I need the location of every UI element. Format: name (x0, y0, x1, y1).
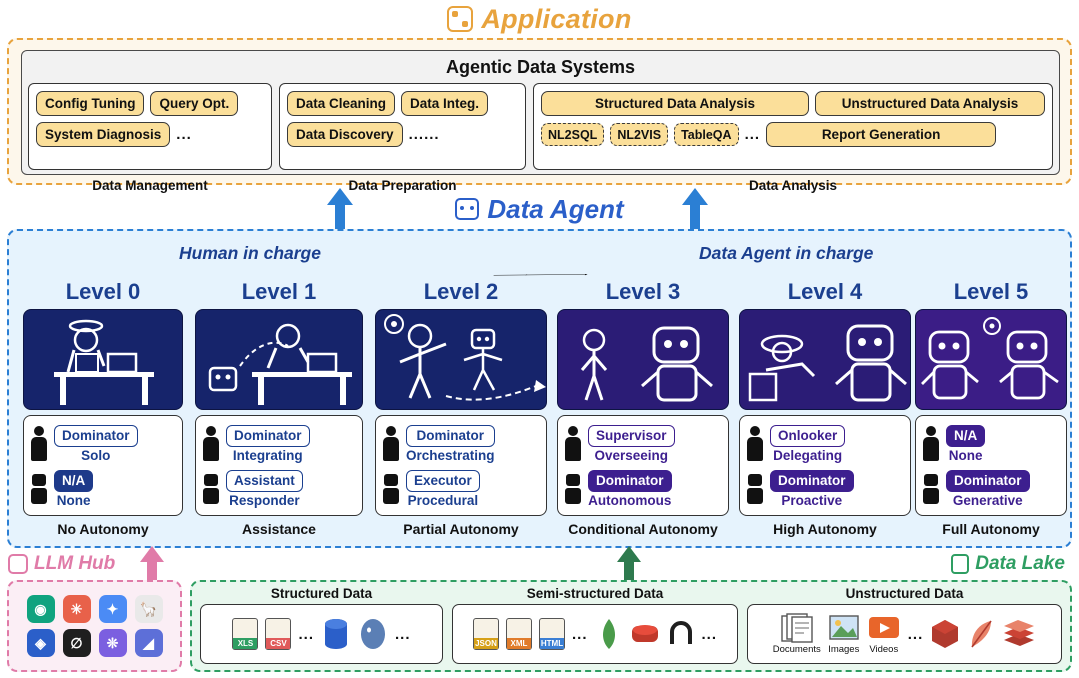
role-sub-human: Orchestrating (406, 447, 495, 463)
documents-item (773, 613, 821, 655)
role-row-agent (921, 466, 1061, 511)
file-xml (506, 618, 532, 650)
agentic-data-systems-box (21, 50, 1060, 193)
role-row-human (563, 421, 723, 466)
role-sub-agent: Procedural (407, 492, 479, 508)
pill-data-integ[interactable]: Data Integ. (401, 91, 488, 116)
role-badge-human: Dominator (406, 425, 495, 447)
lake-column-structured (200, 586, 443, 664)
file-xls (232, 618, 258, 650)
redis-icon (630, 618, 660, 650)
bot-icon (201, 470, 221, 508)
pill-row (541, 122, 1045, 147)
ellipsis: ... (907, 625, 924, 643)
role-sub-human: Integrating (232, 447, 303, 463)
autonomy-label-3: Conditional Autonomy (568, 521, 718, 537)
data-lake-title: Data Lake (975, 553, 1065, 574)
ellipsis: ...... (408, 126, 440, 143)
role-badge-agent: Dominator (588, 470, 672, 492)
level-heading-4: Level 4 (787, 279, 863, 304)
data-lake-columns (200, 586, 1062, 664)
label-agent-in-charge: Data Agent in charge (699, 243, 874, 263)
pill-row (36, 122, 264, 147)
role-badge-human: Dominator (226, 425, 310, 447)
llm-hub-panel (7, 580, 182, 672)
role-badge-human: Supervisor (588, 425, 675, 447)
videos-item (867, 613, 901, 655)
bot-icon (381, 470, 401, 508)
column-label-data-management: Data Management (92, 178, 208, 193)
pill-system-diagnosis[interactable]: System Diagnosis (36, 122, 170, 147)
pill-structured-data-analysis[interactable]: Structured Data Analysis (541, 91, 809, 116)
level-heading-3: Level 3 (605, 279, 681, 304)
file-json (473, 618, 499, 650)
pill-row (541, 91, 1045, 116)
human-icon (563, 425, 583, 463)
lake-column-unstructured (747, 586, 1062, 664)
role-badge-human: N/A (946, 425, 985, 447)
data-lake-panel (190, 580, 1072, 672)
human-icon (201, 425, 221, 463)
role-badge-agent: Dominator (946, 470, 1030, 492)
human-icon (381, 425, 401, 463)
level-roles-2 (375, 415, 547, 516)
data-lake-title-row (951, 553, 1065, 575)
level-roles-1 (195, 415, 363, 516)
role-sub-human: Delegating (773, 447, 843, 463)
pill-row (287, 91, 518, 116)
caption-videos: Videos (869, 644, 899, 655)
level-roles-5 (915, 415, 1067, 516)
role-sub-agent: None (56, 492, 91, 508)
autonomy-label-0: No Autonomy (57, 521, 149, 537)
caption-images: Images (828, 644, 860, 655)
role-row-agent (201, 466, 357, 511)
file-tag-xls: XLS (233, 638, 257, 649)
bot-icon (29, 470, 49, 508)
human-icon (921, 425, 941, 463)
bot-icon (921, 470, 941, 508)
ellipsis: ... (176, 126, 192, 143)
postgres-icon (358, 617, 388, 651)
role-row-human (381, 421, 541, 466)
role-badge-human: Onlooker (770, 425, 845, 447)
lake-label-structured: Structured Data (270, 586, 373, 601)
level-illustration-1 (195, 309, 363, 410)
application-column-data-management (28, 83, 272, 193)
file-csv (265, 618, 291, 650)
role-row-human (29, 421, 177, 466)
llm-chip-llama[interactable]: 🦙 (135, 595, 163, 623)
data-lake-icon (951, 554, 969, 574)
role-sub-human: Solo (81, 447, 111, 463)
llm-chip-openai[interactable]: ◉ (27, 595, 55, 623)
ellipsis: ... (701, 625, 718, 643)
mongodb-icon (595, 618, 623, 650)
llm-chip-qwen[interactable]: ◢ (135, 629, 163, 657)
level-illustration-4 (739, 309, 911, 410)
books-icon (1002, 618, 1036, 650)
ellipsis: ... (571, 625, 588, 643)
pill-row (287, 122, 518, 147)
llm-hub-icon (8, 554, 28, 574)
application-columns (28, 83, 1053, 193)
file-tag-json: JSON (475, 639, 497, 648)
ellipsis: ... (298, 625, 314, 643)
autonomy-label-2: Partial Autonomy (403, 521, 519, 537)
database-icon (321, 617, 351, 651)
ellipsis: ... (395, 625, 411, 643)
pill-nl2vis[interactable]: NL2VIS (610, 123, 668, 146)
cube-icon (930, 618, 960, 650)
application-panel (7, 38, 1072, 193)
autonomy-label-1: Assistance (242, 521, 316, 537)
llm-chip-deepseek[interactable]: ◈ (27, 629, 55, 657)
role-sub-human: Overseeing (594, 447, 669, 463)
robot-icon (455, 198, 479, 220)
llm-chip-claude[interactable]: ✳ (63, 595, 91, 623)
level-roles-0 (23, 415, 183, 516)
level-roles-4 (739, 415, 911, 516)
llm-chip-grok[interactable]: ∅ (63, 629, 91, 657)
application-column-data-analysis (533, 83, 1053, 193)
lake-label-semistructured: Semi-structured Data (526, 586, 664, 601)
role-row-agent (381, 466, 541, 511)
role-sub-agent: Responder (229, 492, 300, 508)
autonomy-label-4: High Autonomy (773, 521, 877, 537)
application-title-row (0, 0, 1079, 38)
role-sub-agent: Autonomous (588, 492, 672, 508)
level-illustration-5 (915, 309, 1067, 410)
autonomy-label-5: Full Autonomy (942, 521, 1040, 537)
column-label-data-analysis: Data Analysis (748, 178, 838, 193)
role-badge-agent: Assistant (226, 470, 303, 492)
level-heading-2: Level 2 (423, 279, 499, 304)
file-tag-xml: XML (507, 638, 531, 649)
ellipsis: ... (744, 126, 761, 143)
role-row-human (745, 421, 905, 466)
label-human-in-charge: Human in charge (179, 243, 321, 263)
llm-hub-title-row (8, 553, 115, 575)
image-icon (828, 613, 860, 643)
data-agent-title-row (0, 191, 1079, 227)
human-icon (29, 425, 49, 463)
autonomy-axis (23, 274, 1058, 276)
level-heading-0: Level 0 (65, 279, 141, 304)
level-illustration-2 (375, 309, 547, 410)
file-html (539, 618, 565, 650)
data-agent-title: Data Agent (487, 193, 624, 224)
role-row-human (201, 421, 357, 466)
level-heading-1: Level 1 (241, 279, 317, 304)
feather-icon (967, 618, 995, 650)
level-roles-3 (557, 415, 729, 516)
caption-documents: Documents (772, 644, 821, 655)
file-tag-html: HTML (540, 639, 564, 648)
role-sub-agent: Generative (952, 492, 1023, 508)
application-icon (447, 6, 473, 32)
pill-query-opt[interactable]: Query Opt. (150, 91, 238, 116)
bot-icon (745, 470, 765, 508)
bot-icon (563, 470, 583, 508)
llm-chip-copilot[interactable]: ❊ (99, 629, 127, 657)
documents-icon (780, 613, 814, 643)
pill-row (36, 91, 264, 116)
level-heading-5: Level 5 (953, 279, 1029, 304)
images-item (828, 613, 860, 655)
pill-config-tuning[interactable]: Config Tuning (36, 91, 144, 116)
role-row-agent (29, 466, 177, 511)
lake-column-semistructured (452, 586, 738, 664)
role-row-human (921, 421, 1061, 466)
application-column-data-preparation (279, 83, 526, 193)
llm-hub-title: LLM Hub (34, 553, 116, 574)
role-row-agent (563, 466, 723, 511)
pill-unstructured-data-analysis[interactable]: Unstructured Data Analysis (815, 91, 1045, 116)
llm-chip-gemini[interactable]: ✦ (99, 595, 127, 623)
level-illustration-0 (23, 309, 183, 410)
pill-tableqa[interactable]: TableQA (674, 123, 738, 146)
agentic-data-systems-title: Agentic Data Systems (445, 57, 636, 77)
role-badge-agent: N/A (54, 470, 93, 492)
file-tag-csv: CSV (266, 638, 290, 649)
lake-label-unstructured: Unstructured Data (845, 586, 964, 601)
pill-nl2sql[interactable]: NL2SQL (541, 123, 604, 146)
pill-data-discovery[interactable]: Data Discovery (287, 122, 403, 147)
role-row-agent (745, 466, 905, 511)
neo4j-icon (667, 618, 695, 650)
role-badge-agent: Dominator (770, 470, 854, 492)
column-label-data-preparation: Data Preparation (348, 178, 457, 193)
human-icon (745, 425, 765, 463)
pill-report-generation[interactable]: Report Generation (766, 122, 996, 147)
role-badge-agent: Executor (406, 470, 480, 492)
application-title: Application (481, 3, 632, 34)
role-badge-human: Dominator (54, 425, 138, 447)
pill-data-cleaning[interactable]: Data Cleaning (287, 91, 395, 116)
video-icon (867, 613, 901, 643)
data-agent-panel (7, 229, 1072, 548)
role-sub-agent: Proactive (781, 492, 843, 508)
role-sub-human: None (948, 447, 983, 463)
level-illustration-3 (557, 309, 729, 410)
